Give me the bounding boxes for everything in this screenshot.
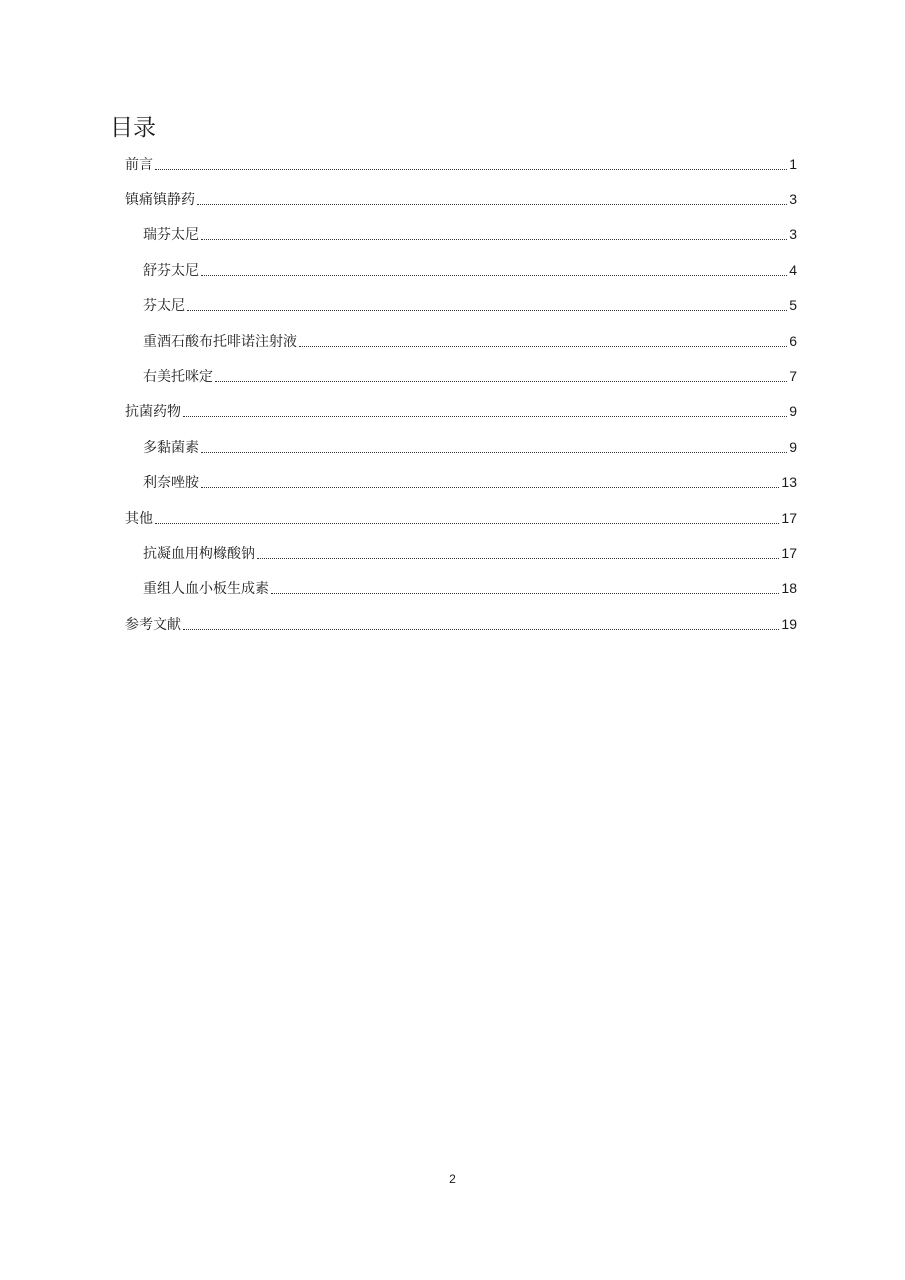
toc-entry-label: 利奈唑胺 bbox=[143, 475, 199, 492]
dot-leader bbox=[155, 168, 787, 170]
toc-entry-label: 抗菌药物 bbox=[125, 404, 181, 421]
toc-entry[interactable] bbox=[0, 571, 905, 606]
toc-entry-page: 13 bbox=[781, 474, 797, 491]
dot-leader bbox=[183, 415, 787, 417]
toc-entry-page: 3 bbox=[789, 191, 797, 208]
toc-entry-label: 瑞芬太尼 bbox=[143, 227, 199, 244]
toc-entry[interactable] bbox=[0, 323, 905, 358]
toc-entry-label: 参考文献 bbox=[125, 616, 181, 633]
toc-entry-page: 4 bbox=[789, 261, 797, 278]
toc-entry-page: 9 bbox=[789, 438, 797, 455]
page-number: 2 bbox=[449, 1172, 456, 1186]
dot-leader bbox=[201, 274, 787, 276]
toc-entry-page: 19 bbox=[781, 615, 797, 632]
toc-entry[interactable] bbox=[0, 146, 905, 181]
toc-entry[interactable] bbox=[0, 500, 905, 535]
toc-entry[interactable] bbox=[0, 217, 905, 252]
toc-title: 目录 bbox=[110, 115, 156, 141]
toc-entry-page: 9 bbox=[789, 403, 797, 420]
toc-entry-page: 1 bbox=[789, 155, 797, 172]
dot-leader bbox=[183, 628, 779, 630]
toc-entry-page: 5 bbox=[789, 297, 797, 314]
toc-entry-label: 重组人血小板生成素 bbox=[143, 581, 269, 598]
toc-entry-label: 其他 bbox=[125, 510, 153, 527]
dot-leader bbox=[155, 522, 779, 524]
toc-entry-page: 7 bbox=[789, 368, 797, 385]
toc-entry[interactable] bbox=[0, 535, 905, 570]
toc-entry[interactable] bbox=[0, 181, 905, 216]
toc-list bbox=[0, 146, 905, 641]
dot-leader bbox=[201, 451, 787, 453]
dot-leader bbox=[201, 486, 779, 488]
toc-entry[interactable] bbox=[0, 465, 905, 500]
toc-entry[interactable] bbox=[0, 252, 905, 287]
toc-entry-label: 芬太尼 bbox=[143, 298, 185, 315]
toc-entry-page: 6 bbox=[789, 332, 797, 349]
dot-leader bbox=[197, 203, 787, 205]
toc-entry-label: 右美托咪定 bbox=[143, 369, 213, 386]
toc-entry-page: 17 bbox=[781, 544, 797, 561]
toc-entry-label: 前言 bbox=[125, 156, 153, 173]
dot-leader bbox=[257, 557, 779, 559]
dot-leader bbox=[187, 309, 787, 311]
dot-leader bbox=[215, 380, 787, 382]
toc-entry-label: 镇痛镇静药 bbox=[125, 192, 195, 209]
toc-entry-label: 抗凝血用枸橼酸钠 bbox=[143, 545, 255, 562]
toc-entry[interactable] bbox=[0, 429, 905, 464]
dot-leader bbox=[201, 238, 787, 240]
toc-entry-page: 3 bbox=[789, 226, 797, 243]
dot-leader bbox=[271, 592, 779, 594]
toc-entry[interactable] bbox=[0, 394, 905, 429]
toc-entry[interactable] bbox=[0, 358, 905, 393]
toc-entry-page: 17 bbox=[781, 509, 797, 526]
toc-entry[interactable] bbox=[0, 288, 905, 323]
toc-entry-page: 18 bbox=[781, 580, 797, 597]
toc-entry-label: 多黏菌素 bbox=[143, 439, 199, 456]
toc-entry[interactable] bbox=[0, 606, 905, 641]
dot-leader bbox=[299, 345, 787, 347]
toc-entry-label: 舒芬太尼 bbox=[143, 262, 199, 279]
toc-entry-label: 重酒石酸布托啡诺注射液 bbox=[143, 333, 297, 350]
